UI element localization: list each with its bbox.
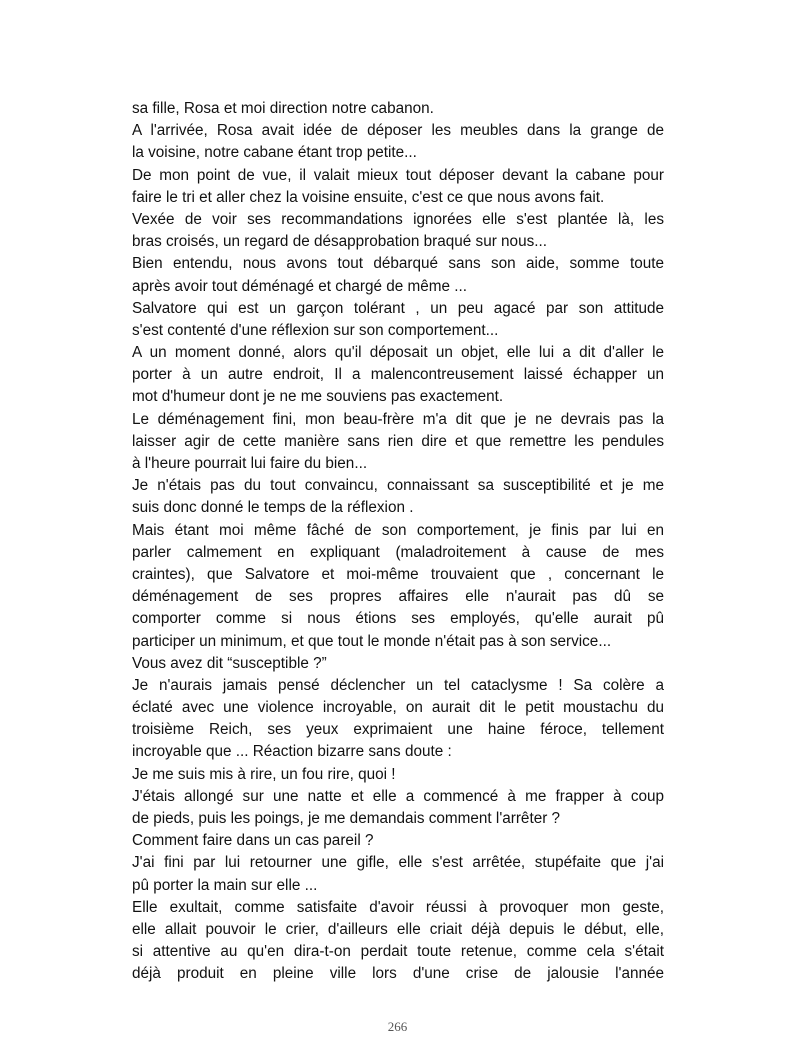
text-line: Vexée de voir ses recommandations ignorées elle s'est plantée là, les [132,210,664,228]
text-line: Mais étant moi même fâché de son comportement, je finis par lui en [132,521,664,539]
text-line: craintes), que Salvatore et moi-même trouvaient que , concernant le [132,565,664,583]
text-line: porter à un autre endroit, Il a malencontreusement laissé échapper un [132,366,664,384]
text-line: Vous avez dit “susceptible ?” [132,654,327,672]
text-line: De mon point de vue, il valait mieux tout déposer devant la cabane pour [132,166,664,184]
text-line: troisième Reich, ses yeux exprimaient une haine féroce, tellement [132,721,664,739]
text-line: déménagement de ses propres affaires elle n'aurait pas dû se [132,588,664,606]
text-line: après avoir tout déménagé et chargé de même ... [132,277,468,295]
text-line: incroyable que ... Réaction bizarre sans doute : [132,743,452,761]
text-line: à l'heure pourrait lui faire du bien... [132,455,368,472]
text-line: Je n'aurais jamais pensé déclencher un tel cataclysme ! Sa colère a [132,676,664,694]
text-line: si attentive au qu'en dira-t-on perdait toute retenue, comme cela s'était [132,943,664,961]
text-line: éclaté avec une violence incroyable, on aurait dit le petit moustachu du [132,699,664,717]
text-line: comporter comme si nous étions ses employés, qu'elle aurait pû [132,610,664,628]
text-line: elle allait pouvoir le crier, d'ailleurs elle criait déjà depuis le début, elle, [132,920,664,938]
text-line: A l'arrivée, Rosa avait idée de déposer les meubles dans la grange de [132,122,664,140]
text-line: sa fille, Rosa et moi direction notre cabanon. [132,100,434,117]
text-line: Le déménagement fini, mon beau-frère m'a dit que je ne devrais pas la [132,410,664,428]
text-line: Elle exultait, comme satisfaite d'avoir réussi à provoquer mon geste, [132,898,664,916]
text-line: faire le tri et aller chez la voisine ensuite, c'est ce que nous avons fait. [132,188,605,206]
page-number: 266 [387,1019,408,1034]
text-line: A un moment donné, alors qu'il déposait un objet, elle lui a dit d'aller le [132,344,664,362]
text-line: Je me suis mis à rire, un fou rire, quoi ! [132,765,396,783]
text-line: J'étais allongé sur une natte et elle a commencé à me frapper à coup [132,787,664,805]
text-line: suis donc donné le temps de la réflexion . [132,499,414,517]
text-line: la voisine, notre cabane étant trop petite... [132,144,417,162]
text-line: laisser agir de cette manière sans rien dire et que remettre les pendules [132,432,664,450]
text-line: Je n'étais pas du tout convaincu, connaissant sa susceptibilité et je me [132,477,664,495]
text-line: de pieds, puis les poings, je me demandais comment l'arrêter ? [132,810,561,827]
text-line: déjà produit en pleine ville lors d'une crise de jalousie l'année [132,965,664,983]
text-line: mot d'humeur dont je ne me souviens pas exactement. [132,388,504,406]
body-text [132,98,664,986]
text-line: Bien entendu, nous avons tout débarqué sans son aide, somme toute [132,255,664,273]
text-line: bras croisés, un regard de désapprobation braqué sur nous... [132,233,547,251]
text-line: Comment faire dans un cas pareil ? [132,832,374,850]
text-line: Salvatore qui est un garçon tolérant , un peu agacé par son attitude [132,299,664,317]
text-line: participer un minimum, et que tout le monde n'était pas à son service... [132,632,612,650]
text-line: parler calmement en expliquant (maladroitement à cause de mes [132,543,664,561]
text-line: s'est contenté d'une réflexion sur son comportement... [132,321,499,339]
text-line: J'ai fini par lui retourner une gifle, elle s'est arrêtée, stupéfaite que j'ai [132,854,664,872]
text-line: pû porter la main sur elle ... [132,876,318,894]
